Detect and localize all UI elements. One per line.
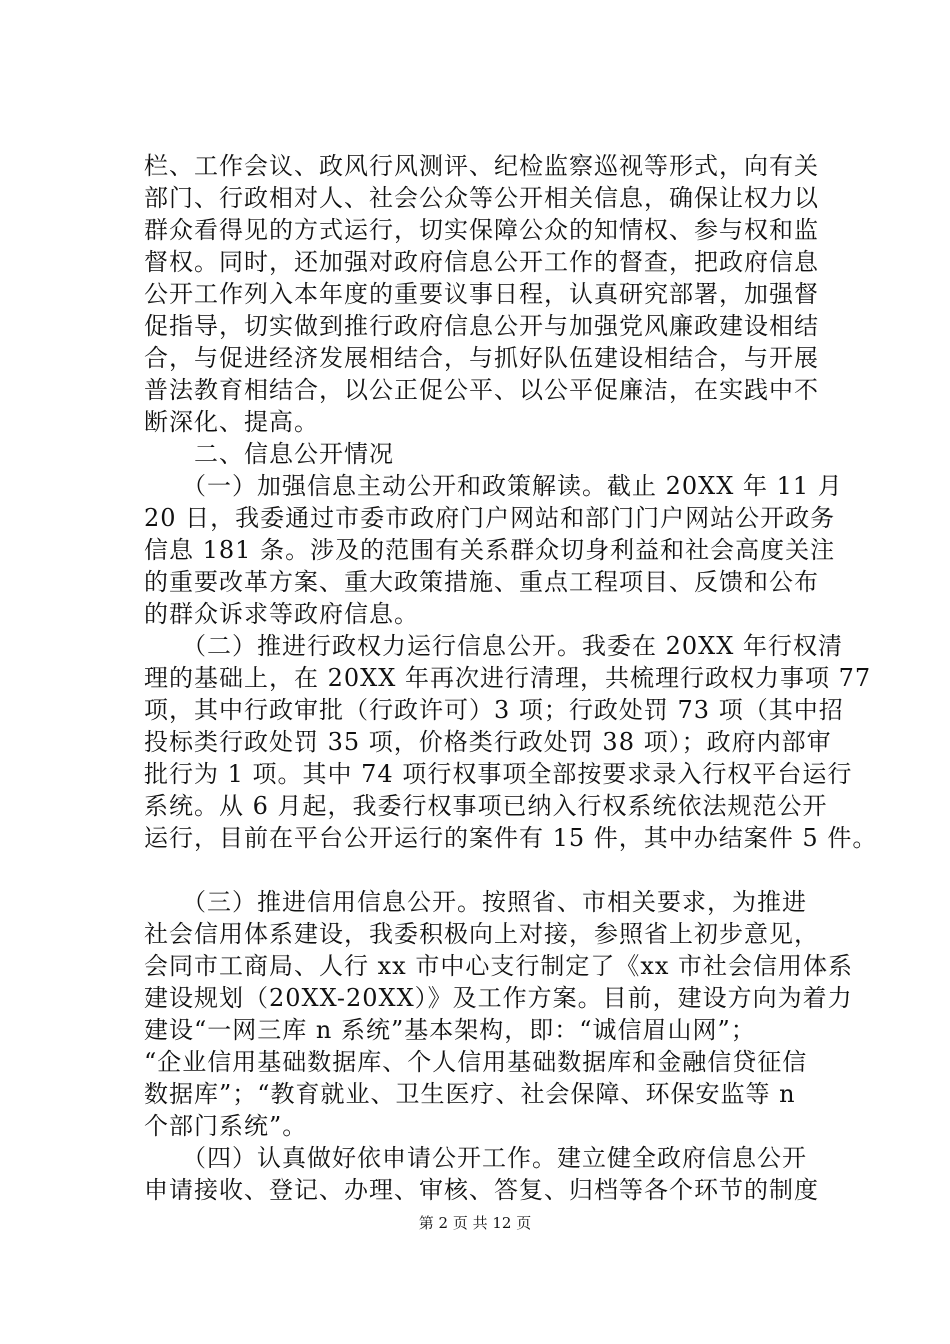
- section-heading: 二、信息公开情况: [144, 440, 394, 468]
- text-line: “企业信用基础数据库、个人信用基础数据库和金融信贷征信: [144, 1048, 808, 1076]
- text-line: 信息 181 条。涉及的范围有关系群众切身利益和社会高度关注: [144, 536, 836, 564]
- text-line: （三）推进信用信息公开。按照省、市相关要求，为推进: [144, 888, 807, 916]
- text-line: 个部门系统”。: [144, 1112, 308, 1140]
- paragraph-gap: [144, 854, 844, 886]
- text-line: 20 日，我委通过市委市政府门户网站和部门门户网站公开政务: [144, 504, 836, 532]
- text-line: 促指导，切实做到推行政府信息公开与加强党风廉政建设相结: [144, 312, 819, 340]
- text-line: （二）推进行政权力运行信息公开。我委在 20XX 年行权清: [144, 632, 843, 660]
- text-line: 栏、工作会议、政风行风测评、纪检监察巡视等形式，向有关: [144, 152, 819, 180]
- text-line: 投标类行政处罚 35 项，价格类行政处罚 38 项）；政府内部审: [144, 728, 832, 756]
- text-line: 会同市工商局、人行 xx 市中心支行制定了《xx 市社会信用体系: [144, 952, 854, 980]
- text-line: 运行，目前在平台公开运行的案件有 15 件，其中办结案件 5 件。: [144, 824, 878, 852]
- text-line: 合，与促进经济发展相结合，与抓好队伍建设相结合，与开展: [144, 344, 819, 372]
- text-line: 督权。同时，还加强对政府信息公开工作的督查，把政府信息: [144, 248, 819, 276]
- text-line: 数据库”；“教育就业、卫生医疗、社会保障、环保安监等 n: [144, 1080, 796, 1108]
- text-line: 建设规划（20XX-20XX）》及工作方案。目前，建设方向为着力: [144, 984, 853, 1012]
- text-line: 项，其中行政审批（行政许可）3 项；行政处罚 73 项（其中招: [144, 696, 844, 724]
- text-line: 群众看得见的方式运行，切实保障公众的知情权、参与权和监: [144, 216, 819, 244]
- text-line: 的重要改革方案、重大政策措施、重点工程项目、反馈和公布: [144, 568, 819, 596]
- document-body: [144, 150, 878, 1206]
- text-line: 公开工作列入本年度的重要议事日程，认真研究部署，加强督: [144, 280, 819, 308]
- text-line: 的群众诉求等政府信息。: [144, 600, 419, 628]
- page-number-footer: 第 2 页 共 12 页: [418, 1214, 532, 1232]
- text-line: 部门、行政相对人、社会公众等公开相关信息，确保让权力以: [144, 184, 819, 212]
- text-line: 社会信用体系建设，我委积极向上对接，参照省上初步意见，: [144, 920, 819, 948]
- text-line: 申请接收、登记、办理、审核、答复、归档等各个环节的制度: [144, 1176, 819, 1204]
- text-line: 批行为 1 项。其中 74 项行权事项全部按要求录入行权平台运行: [144, 760, 853, 788]
- text-line: 建设“一网三库 n 系统”基本架构，即：“诚信眉山网”；: [144, 1016, 756, 1044]
- text-line: （一）加强信息主动公开和政策解读。截止 20XX 年 11 月: [144, 472, 843, 500]
- text-line: 断深化、提高。: [144, 408, 319, 436]
- text-line: 普法教育相结合，以公正促公平、以公平促廉洁，在实践中不: [144, 376, 819, 404]
- text-line: 理的基础上，在 20XX 年再次进行清理，共梳理行政权力事项 77: [144, 664, 872, 692]
- text-line: （四）认真做好依申请公开工作。建立健全政府信息公开: [144, 1144, 807, 1172]
- text-line: 系统。从 6 月起，我委行权事项已纳入行权系统依法规范公开: [144, 792, 828, 820]
